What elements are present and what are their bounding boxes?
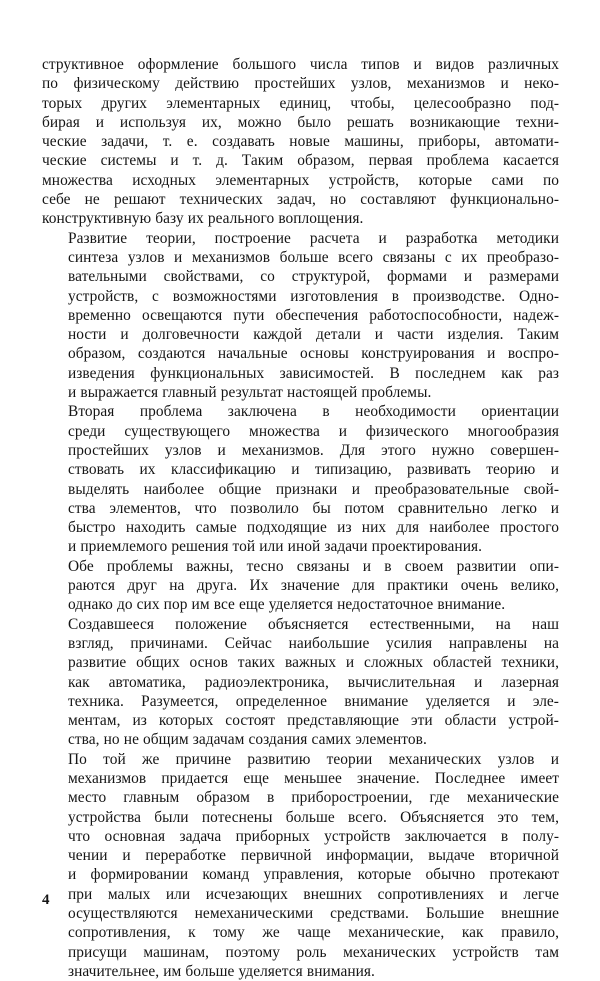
text-line: быстро находить самые подходящие из них для наиболее простого [68, 519, 559, 537]
text-line: осуществляются немеханическими средствами. Большие внешние [68, 905, 559, 923]
paragraph [42, 750, 559, 981]
text-line: и приемлемого решения той или иной задачи проектирования. [68, 538, 483, 556]
text-line: временно освещаются пути обеспечения работоспособности, надеж- [68, 306, 559, 324]
text-line: простейших узлов и механизмов. Для этого нужно совершен- [68, 441, 559, 459]
paragraph [42, 229, 559, 403]
text-line: ства элементов, что позволило бы потом сравнительно легко и [68, 499, 559, 517]
text-line: структивное оформление большого числа типов и видов различных [42, 56, 559, 73]
text-line: бирая и используя их, можно было решать возникающие техни- [42, 113, 559, 131]
text-line: место главным образом в приборостроении, где механические [68, 789, 559, 807]
text-line: присущи машинам, поэтому роль механических устройств там [68, 943, 559, 961]
text-line: взгляд, причинами. Сейчас наибольшие усилия направлены на [68, 634, 559, 652]
text-line: синтеза узлов и механизмов больше всего связаны с их преобразо- [68, 248, 559, 266]
text-line: ментам, из которых состоят представляющие эти области устрой- [68, 712, 559, 730]
text-line: множества исходных элементарных устройств, которые сами по [42, 171, 559, 189]
text-line: механизмов придается еще меньшее значение. Последнее имеет [68, 769, 559, 787]
text-line: выделять наиболее общие признаки и преобразовательные свой- [68, 480, 559, 498]
text-line: чении и переработке первичной информации, выдаче вторичной [68, 847, 559, 865]
text-line: и формировании команд управления, которые обычно протекают [68, 866, 559, 884]
text-line: По той же причине развитию теории механических узлов и [68, 750, 559, 768]
text-line: устройства были потеснены больше всего. Объясняется это тем, [68, 808, 559, 826]
text-line: изведения функциональных зависимостей. В последнем как раз [68, 364, 559, 382]
text-line: ствовать их классификацию и типизацию, развивать теорию и [68, 461, 559, 479]
page-text-body [42, 55, 559, 981]
text-line: торых других элементарных единиц, чтобы, целесообразно под- [42, 94, 559, 112]
text-line: устройств, с возможностями изготовления в производстве. Одно- [68, 287, 559, 305]
text-line: ства, но не общим задачам создания самих элементов. [68, 731, 427, 749]
text-line: сопротивления, к тому же чаще механические, как правило, [68, 924, 559, 942]
page-number: 4 [42, 892, 50, 908]
paragraph [42, 55, 559, 229]
text-line: ческие задачи, т. е. создавать новые машины, приборы, автомати- [42, 133, 559, 151]
text-line: раются друг на друга. Их значение для практики очень велико, [68, 577, 559, 595]
text-line: ческие системы и т. д. Таким образом, первая проблема касается [42, 152, 559, 170]
text-line: образом, создаются начальные основы конструирования и воспро- [68, 345, 559, 363]
text-line: конструктивную базу их реального воплощения. [42, 210, 364, 228]
text-line: техника. Разумеется, определенное внимание уделяется и эле- [68, 692, 559, 710]
text-line: Вторая проблема заключена в необходимости ориентации [68, 403, 559, 421]
text-line: Развитие теории, построение расчета и разработка методики [68, 229, 559, 247]
paragraph [42, 615, 559, 750]
text-line: Обе проблемы важны, тесно связаны и в своем развитии опи- [68, 557, 559, 575]
text-line: значительнее, им больше уделяется внимания. [68, 962, 375, 980]
text-line: что основная задача приборных устройств заключается в полу- [68, 827, 559, 845]
text-line: себе не решают технических задач, но составляют функционально- [42, 191, 559, 209]
text-line: как автоматика, радиоэлектроника, вычислительная и лазерная [68, 673, 559, 691]
text-line: при малых или исчезающих внешних сопротивлениях и легче [68, 885, 559, 903]
paragraph [42, 402, 559, 556]
text-line: развитие общих основ таких важных и сложных областей техники, [68, 654, 559, 672]
text-line: Создавшееся положение объясняется естественными, на наш [68, 615, 559, 633]
text-line: вательными свойствами, со структурой, формами и размерами [68, 268, 559, 286]
text-line: ности и долговечности каждой детали и части изделия. Таким [68, 326, 559, 344]
text-line: однако до сих пор им все еще уделяется недостаточное внимание. [68, 596, 506, 614]
text-line: и выражается главный результат настоящей проблемы. [68, 384, 432, 402]
paragraph [42, 557, 559, 615]
text-line: среди существующего множества и физического многообразия [68, 422, 559, 440]
text-line: по физическому действию простейших узлов, механизмов и неко- [42, 75, 559, 93]
